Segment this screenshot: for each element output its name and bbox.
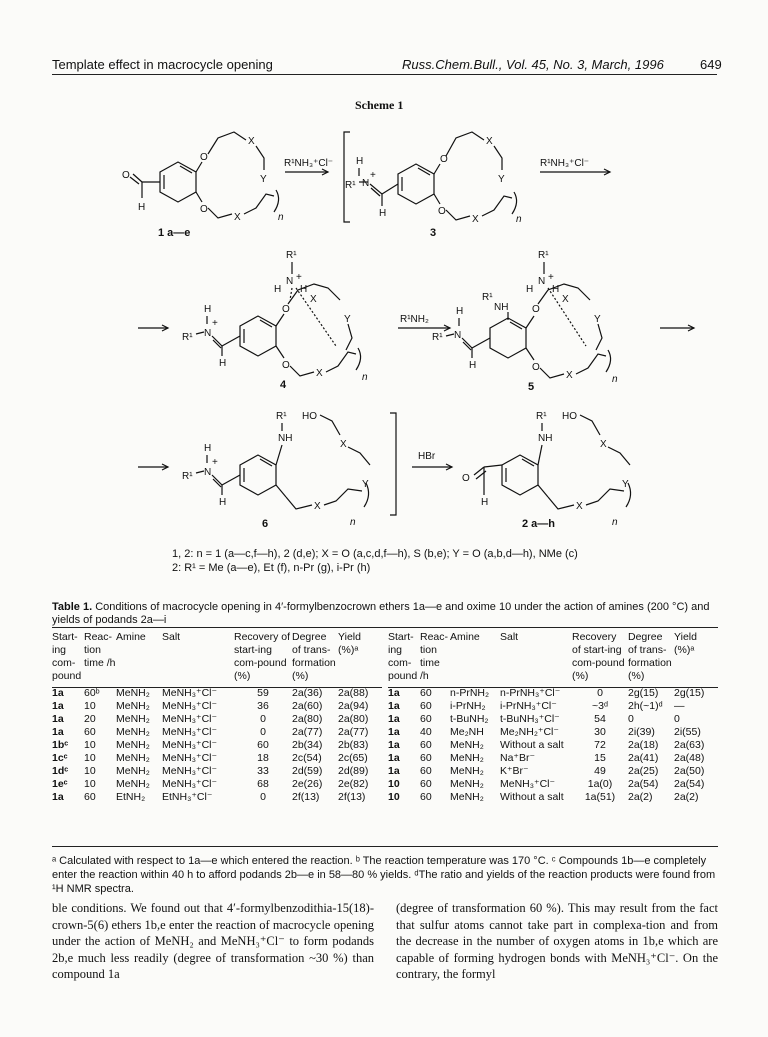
table-cell: 2b(34): [292, 739, 323, 751]
svg-text:n: n: [612, 374, 618, 385]
header-transformation: Degree of trans-formation (%): [292, 631, 336, 682]
table-cell: MeNH₂: [450, 739, 484, 751]
table-cell: 2a(18): [628, 739, 659, 751]
table-row: [52, 765, 382, 778]
svg-text:+: +: [548, 272, 554, 283]
svg-text:Y: Y: [260, 174, 267, 185]
table-cell: —: [674, 700, 685, 712]
table-cell: 10: [84, 700, 96, 712]
table-top-rule: [52, 627, 718, 628]
svg-text:O: O: [200, 152, 208, 163]
svg-text:N: N: [204, 328, 212, 339]
reagent-3: R¹NH₂: [400, 314, 429, 325]
table-cell: MeNH₂: [116, 752, 150, 764]
table-cell: 60ᵇ: [84, 687, 100, 699]
table-cell: 60: [420, 687, 432, 699]
table-cell: 10: [84, 739, 96, 751]
svg-text:+: +: [370, 170, 376, 181]
svg-text:NH: NH: [278, 433, 293, 444]
svg-text:H: H: [138, 202, 146, 213]
table-cell: t-BuNH₂: [450, 713, 489, 725]
svg-text:Y: Y: [594, 314, 601, 325]
table-row: [52, 700, 382, 713]
data-table-left: [52, 631, 382, 804]
table-body-right: [388, 687, 718, 804]
table-cell: ~3ᵈ: [592, 700, 608, 712]
svg-text:H: H: [274, 284, 282, 295]
table-cell: 10: [388, 791, 400, 803]
table-cell: EtNH₂: [116, 791, 146, 803]
data-table-right: [388, 631, 718, 804]
table-cell: 2a(60): [292, 700, 323, 712]
structure-6: [182, 411, 370, 528]
table-cell: 1a(51): [584, 791, 616, 803]
table-cell: MeNH₂: [450, 791, 484, 803]
table-cell: MeNH₃⁺Cl⁻: [162, 765, 218, 777]
table-row: [52, 726, 382, 739]
table-cell: 2e(26): [292, 778, 323, 790]
svg-text:+: +: [212, 318, 218, 329]
table-cell: 2g(15): [628, 687, 659, 699]
svg-text:O: O: [282, 304, 290, 315]
table-cell: 2h(~1)ᵈ: [628, 700, 663, 712]
svg-text:O: O: [532, 304, 540, 315]
table-cell: 2d(89): [338, 765, 369, 777]
table-cell: Without a salt: [500, 739, 564, 751]
scheme-legend-line-2: 2: R¹ = Me (a—e), Et (f), n-Pr (g), i-Pr (h): [172, 562, 371, 574]
svg-text:H: H: [456, 306, 464, 317]
svg-text:n: n: [516, 214, 522, 225]
page-number: 649: [700, 57, 722, 72]
svg-text:H: H: [552, 284, 560, 295]
table-row: [388, 765, 718, 778]
table-cell: 30: [594, 726, 606, 738]
table-cell: MeNH₂: [450, 765, 484, 777]
table-cell: MeNH₃⁺Cl⁻: [162, 726, 218, 738]
table-cell: t-BuNH₃⁺Cl⁻: [500, 713, 560, 725]
table-cell: 60: [420, 700, 432, 712]
svg-text:NH: NH: [494, 302, 509, 313]
reagent-2: R¹NH₃⁺Cl⁻: [540, 158, 590, 169]
header-starting-compound: Start-ing com-pound: [388, 631, 418, 682]
compound-4-label: 4: [280, 379, 287, 391]
header-rule: [52, 74, 717, 75]
table-cell: 60: [420, 752, 432, 764]
table-cell: MeNH₂: [116, 739, 150, 751]
svg-text:X: X: [248, 136, 255, 147]
table-cell: 60: [420, 739, 432, 751]
svg-text:X: X: [576, 501, 583, 512]
compound-5-label: 5: [528, 381, 535, 393]
table-cell: 2f(13): [292, 791, 320, 803]
table-cell: 0: [597, 687, 603, 699]
compound-2-label: 2 a—h: [522, 518, 556, 530]
table-cell: MeNH₂: [116, 765, 150, 777]
table-cell: 2b(83): [338, 739, 369, 751]
svg-text:X: X: [566, 370, 573, 381]
scheme-row-2: [100, 240, 720, 400]
scheme-row-3: [100, 405, 720, 535]
table-cell: 2a(25): [628, 765, 659, 777]
svg-text:X: X: [472, 214, 479, 225]
table-cell: MeNH₂: [116, 726, 150, 738]
svg-text:+: +: [212, 457, 218, 468]
table-cell: Without a salt: [500, 791, 564, 803]
table-cell: 2c(54): [292, 752, 322, 764]
reagent-1: R¹NH₃⁺Cl⁻: [284, 158, 334, 169]
svg-text:HO: HO: [562, 411, 577, 422]
structure-2: [462, 411, 631, 528]
svg-text:NH: NH: [538, 433, 553, 444]
svg-text:HO: HO: [302, 411, 317, 422]
table-cell: EtNH₃⁺Cl⁻: [162, 791, 213, 803]
table-row: [388, 726, 718, 739]
header-salt: Salt: [500, 631, 519, 643]
scheme-title: Scheme 1: [355, 98, 404, 112]
svg-text:O: O: [462, 473, 470, 484]
svg-text:O: O: [440, 154, 448, 165]
svg-text:H: H: [526, 284, 534, 295]
table-cell: 1a: [52, 726, 64, 738]
svg-text:R¹: R¹: [432, 332, 443, 343]
table-cell: 0: [674, 713, 680, 725]
table-cell: 2e(82): [338, 778, 369, 790]
compound-6-label: 6: [262, 518, 269, 530]
scheme-row-1: [100, 110, 720, 240]
table-cell: 68: [257, 778, 269, 790]
table-cell: Me₂NH₂⁺Cl⁻: [500, 726, 559, 738]
table-cell: 2a(2): [628, 791, 653, 803]
svg-text:+: +: [296, 272, 302, 283]
header-reaction-time: Reac-tion time /h: [84, 631, 116, 669]
table-cell: 1a: [52, 687, 64, 699]
table-cell: 1bᶜ: [52, 739, 69, 751]
header-yield: Yield (%)ᵃ: [674, 631, 697, 656]
body-paragraph-left: ble conditions. We found out that 4′-formylbenzodithia-15(18)-crown-5(6) ethers 1b,e enter the reaction of macrocycle opening under the action of MeNH₂ and MeNH₃⁺Cl⁻ to form podands 2b,e much less readily (degree of transformation ~30 %) than compound 1a: [52, 901, 374, 981]
bracket-left: [344, 132, 350, 222]
table-row: [52, 791, 382, 804]
svg-text:O: O: [282, 360, 290, 371]
svg-text:N: N: [204, 467, 212, 478]
table-cell: MeNH₃⁺Cl⁻: [162, 687, 218, 699]
table-cell: 15: [594, 752, 606, 764]
svg-text:n: n: [350, 517, 356, 528]
table-cell: 36: [257, 700, 269, 712]
table-cell: MeNH₂: [116, 700, 150, 712]
table-cell: 2a(50): [674, 765, 705, 777]
table-row: [388, 752, 718, 765]
table-cell: 10: [84, 778, 96, 790]
table-cell: 1a: [52, 713, 64, 725]
svg-text:H: H: [204, 304, 212, 315]
table-cell: 60: [84, 791, 96, 803]
table-cell: 1a(0): [587, 778, 613, 790]
header-starting-compound: Start-ing com-pound: [52, 631, 82, 682]
table-cell: Me₂NH: [450, 726, 484, 738]
svg-text:R¹: R¹: [182, 471, 193, 482]
svg-text:N: N: [538, 276, 546, 287]
table-cell: 2a(54): [628, 778, 659, 790]
table-cell: 10: [84, 765, 96, 777]
table-cell: 60: [257, 739, 269, 751]
svg-text:H: H: [481, 497, 489, 508]
structure-3: [345, 132, 522, 225]
table-cell: 49: [594, 765, 606, 777]
svg-text:X: X: [314, 501, 321, 512]
table-cell: 2a(77): [338, 726, 369, 738]
svg-text:H: H: [356, 156, 364, 167]
svg-text:O: O: [532, 362, 540, 373]
table-cell: 59: [257, 687, 269, 699]
svg-text:X: X: [486, 136, 493, 147]
table-cell: MeNH₂: [450, 778, 484, 790]
svg-text:Y: Y: [362, 479, 369, 490]
svg-text:R¹: R¹: [182, 332, 193, 343]
header-yield: Yield (%)ᵃ: [338, 631, 361, 656]
svg-text:N: N: [286, 276, 294, 287]
svg-text:R¹: R¹: [345, 180, 356, 191]
table-cell: 0: [628, 713, 634, 725]
table-cell: 1a: [388, 739, 400, 751]
svg-text:X: X: [234, 212, 241, 223]
svg-text:N: N: [454, 330, 462, 341]
table-cell: 18: [257, 752, 269, 764]
table-cell: n-PrNH₃⁺Cl⁻: [500, 687, 561, 699]
table-cell: 0: [260, 713, 266, 725]
table-cell: MeNH₂: [116, 778, 150, 790]
table-cell: 2a(54): [674, 778, 705, 790]
table-cell: MeNH₂: [450, 752, 484, 764]
svg-text:R¹: R¹: [286, 250, 297, 261]
table-cell: 2a(77): [292, 726, 323, 738]
svg-text:Y: Y: [622, 479, 629, 490]
table-cell: 0: [260, 791, 266, 803]
table-cell: n-PrNH₂: [450, 687, 490, 699]
header-salt: Salt: [162, 631, 181, 643]
table-cell: 54: [594, 713, 606, 725]
table-cell: MeNH₂: [116, 713, 150, 725]
table-cell: MeNH₂: [116, 687, 150, 699]
table-caption: [52, 601, 718, 627]
table-row: [52, 752, 382, 765]
svg-text:H: H: [379, 208, 387, 219]
table-row: [388, 791, 718, 804]
body-paragraph-right: (degree of transformation 60 %). This may result from the fact that sulfur atoms cannot take part in complexa-tion and from the decrease in the number of oxygen atoms in 1b,e which are capable of forming hydrogen bonds with MeNH₃⁺Cl⁻. On the contrary, the formyl: [396, 901, 718, 981]
table-cell: i-PrNH₂: [450, 700, 486, 712]
table-cell: 40: [420, 726, 432, 738]
svg-text:Y: Y: [344, 314, 351, 325]
table-cell: 1a: [388, 752, 400, 764]
table-cell: 1eᶜ: [52, 778, 68, 790]
table-cell: 2a(41): [628, 752, 659, 764]
table-cell: 2a(80): [338, 713, 369, 725]
svg-text:R¹: R¹: [482, 292, 493, 303]
table-cell: 2a(94): [338, 700, 369, 712]
table-cell: 33: [257, 765, 269, 777]
table-cell: 2a(80): [292, 713, 323, 725]
table-label: Table 1.: [52, 601, 93, 613]
running-head-title: Template effect in macrocycle opening: [52, 57, 273, 72]
structure-1: [122, 132, 284, 223]
structure-4: [182, 250, 368, 383]
svg-text:X: X: [316, 368, 323, 379]
svg-text:H: H: [469, 360, 477, 371]
table-cell: 1a: [388, 687, 400, 699]
running-head-journal: Russ.Chem.Bull., Vol. 45, No. 3, March, 1996: [402, 57, 664, 72]
table-cell: MeNH₃⁺Cl⁻: [162, 778, 218, 790]
table-cell: MeNH₃⁺Cl⁻: [162, 713, 218, 725]
table-cell: 60: [420, 765, 432, 777]
table-row: [388, 778, 718, 791]
table-row: [388, 713, 718, 726]
svg-text:n: n: [612, 517, 618, 528]
table-cell: 60: [420, 791, 432, 803]
table-cell: 2i(55): [674, 726, 701, 738]
table-cell: 2c(65): [338, 752, 368, 764]
table-row: [388, 739, 718, 752]
table-row: [52, 739, 382, 752]
header-reaction-time: Reac-tion time /h: [420, 631, 449, 682]
svg-text:X: X: [340, 439, 347, 450]
table-cell: MeNH₃⁺Cl⁻: [162, 752, 218, 764]
svg-text:X: X: [310, 294, 317, 305]
header-amine: Amine: [116, 631, 146, 643]
reagent-4: HBr: [418, 451, 436, 462]
table-cell: MeNH₃⁺Cl⁻: [162, 739, 218, 751]
table-cell: MeNH₃⁺Cl⁻: [162, 700, 218, 712]
svg-text:H: H: [204, 443, 212, 454]
body-column-right: [396, 900, 718, 983]
table-bottom-rule: [52, 846, 718, 847]
table-cell: 1a: [52, 700, 64, 712]
header-amine: Amine: [450, 631, 480, 643]
table-cell: K⁺Br⁻: [500, 765, 529, 777]
table-footnotes: ᵃ Calculated with respect to 1a—e which entered the reaction. ᵇ The reaction temperature was 170 °C. ᶜ Compounds 1b—e completely enter the reaction within 40 h to afford podands 2b—e in 58—80 % yields. ᵈThe ratio and yields of the reaction products were found from ¹H NMR spectra.: [52, 855, 716, 895]
table-cell: 2a(2): [674, 791, 699, 803]
table-cell: 2g(15): [674, 687, 705, 699]
table-cell: 2a(88): [338, 687, 369, 699]
table-cell: 1cᶜ: [52, 752, 68, 764]
table-cell: 2d(59): [292, 765, 323, 777]
table-cell: 1a: [52, 791, 64, 803]
table-cell: 60: [420, 713, 432, 725]
structure-5: [432, 250, 618, 385]
table-cell: i-PrNH₃⁺Cl⁻: [500, 700, 557, 712]
table-cell: 1a: [388, 726, 400, 738]
table-cell: 2a(36): [292, 687, 323, 699]
svg-text:R¹: R¹: [276, 411, 287, 422]
table-cell: 10: [388, 778, 400, 790]
table-cell: 0: [260, 726, 266, 738]
svg-text:O: O: [438, 206, 446, 217]
svg-text:n: n: [278, 212, 284, 223]
table-cell: 60: [84, 726, 96, 738]
compound-1-label: 1 a—e: [158, 227, 191, 239]
table-row: [52, 713, 382, 726]
table-cell: 1a: [388, 713, 400, 725]
svg-text:R¹: R¹: [538, 250, 549, 261]
svg-text:Y: Y: [498, 174, 505, 185]
table-cell: 2f(13): [338, 791, 366, 803]
table-cell: MeNH₃⁺Cl⁻: [500, 778, 556, 790]
compound-3-label: 3: [430, 227, 437, 239]
svg-text:H: H: [219, 497, 227, 508]
table-row: [52, 687, 382, 700]
svg-text:O: O: [200, 204, 208, 215]
svg-text:n: n: [362, 372, 368, 383]
svg-text:X: X: [562, 294, 569, 305]
table-cell: Na⁺Br⁻: [500, 752, 536, 764]
svg-text:O: O: [122, 170, 130, 181]
table-row: [388, 687, 718, 700]
svg-text:N: N: [362, 178, 370, 189]
table-cell: 20: [84, 713, 96, 725]
header-recovery: Recovery of start-ing com-pound (%): [572, 631, 625, 682]
table-row: [52, 778, 382, 791]
table-cell: 1dᶜ: [52, 765, 69, 777]
svg-text:R¹: R¹: [536, 411, 547, 422]
table-row: [388, 700, 718, 713]
table-cell: 1a: [388, 700, 400, 712]
table-cell: 2a(63): [674, 739, 705, 751]
table-caption-text: Conditions of macrocycle opening in 4′-formylbenzocrown ethers 1a—e and oxime 10 under the action of amines (200 °C) and yields of podands 2a—i: [52, 601, 710, 626]
table-cell: 2i(39): [628, 726, 655, 738]
header-transformation: Degree of trans-formation (%): [628, 631, 672, 682]
table-cell: 2a(48): [674, 752, 705, 764]
svg-text:X: X: [600, 439, 607, 450]
table-cell: 72: [594, 739, 606, 751]
scheme-legend-line-1: 1, 2: n = 1 (a—c,f—h), 2 (d,e); X = O (a,c,d,f—h), S (b,e); Y = O (a,b,d—h), NMe (c): [172, 548, 578, 560]
table-cell: 1a: [388, 765, 400, 777]
table-cell: 60: [420, 778, 432, 790]
body-column-left: [52, 900, 374, 983]
bracket-right: [390, 413, 396, 515]
svg-text:H: H: [300, 284, 308, 295]
table-body-left: [52, 687, 382, 804]
table-cell: 10: [84, 752, 96, 764]
header-recovery: Recovery of start-ing com-pound (%): [234, 631, 291, 682]
svg-text:H: H: [219, 358, 227, 369]
